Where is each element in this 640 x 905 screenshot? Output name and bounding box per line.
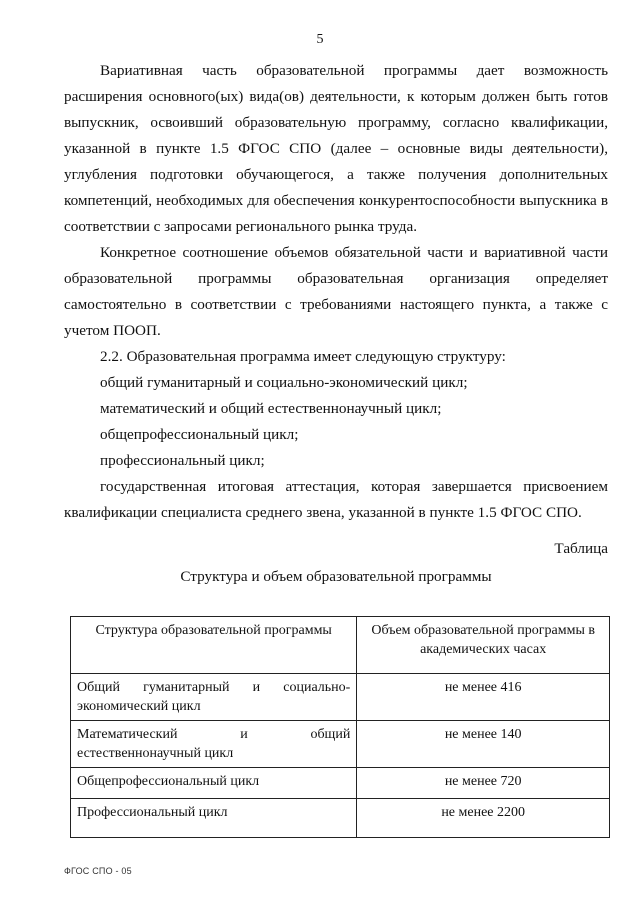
table-cell-volume: не менее 720 bbox=[357, 768, 610, 799]
table-row bbox=[71, 768, 610, 799]
paragraph-variative-part: Вариативная часть образовательной программы дает возможность расширения основного(ых) вида(ов) деятельности, к которым должен быть готов выпускник, освоивший образовательную программу, согласно квалификации, указанной в пункте 1.5 ФГОС СПО (далее – основные виды деятельности), углубления подготовки обучающегося, а также получения дополнительных компетенций, необходимых для обеспечения конкурентоспособности выпускника в соответствии с запросами регионального рынка труда. bbox=[64, 62, 608, 235]
table-title: Структура и объем образовательной программы bbox=[180, 568, 492, 585]
table-header-structure: Структура образовательной программы bbox=[71, 617, 357, 674]
table-header-volume: Объем образовательной программы в академических часах bbox=[357, 617, 610, 674]
paragraph-final-attestation: государственная итоговая аттестация, которая завершается присвоением квалификации специалиста среднего звена, указанной в пункте 1.5 ФГОС СПО. bbox=[64, 478, 608, 521]
table-cell-volume: не менее 2200 bbox=[357, 799, 610, 838]
table-row bbox=[71, 799, 610, 838]
program-structure-table bbox=[70, 616, 610, 838]
table-cell-volume: не менее 416 bbox=[357, 674, 610, 721]
structure-intro: 2.2. Образовательная программа имеет следующую структуру: bbox=[100, 348, 506, 365]
structure-item: профессиональный цикл; bbox=[100, 452, 265, 469]
table-cell-structure: Профессиональный цикл bbox=[71, 799, 357, 838]
paragraph-ratio: Конкретное соотношение объемов обязательной части и вариативной части образовательной программы образовательная организация определяет самостоятельно в соответствии с требованиями настоящего пункта, а также с учетом ПООП. bbox=[64, 244, 608, 339]
program-structure-table-wrapper bbox=[70, 616, 610, 838]
document-body bbox=[64, 58, 608, 590]
structure-item: общепрофессиональный цикл; bbox=[100, 426, 299, 443]
table-label: Таблица bbox=[554, 540, 608, 557]
table-cell-structure: Общий гуманитарный и социально-экономический цикл bbox=[71, 674, 357, 721]
page-number: 5 bbox=[316, 32, 324, 47]
structure-item: математический и общий естественнонаучный цикл; bbox=[100, 400, 442, 417]
table-row bbox=[71, 721, 610, 768]
table-cell-volume: не менее 140 bbox=[357, 721, 610, 768]
table-header-row bbox=[71, 617, 610, 674]
table-cell-structure: Математический и общий естественнонаучный цикл bbox=[71, 721, 357, 768]
structure-item: общий гуманитарный и социально-экономический цикл; bbox=[100, 374, 468, 391]
table-row bbox=[71, 674, 610, 721]
table-cell-structure: Общепрофессиональный цикл bbox=[71, 768, 357, 799]
footer-document-code: ФГОС СПО - 05 bbox=[64, 866, 132, 876]
